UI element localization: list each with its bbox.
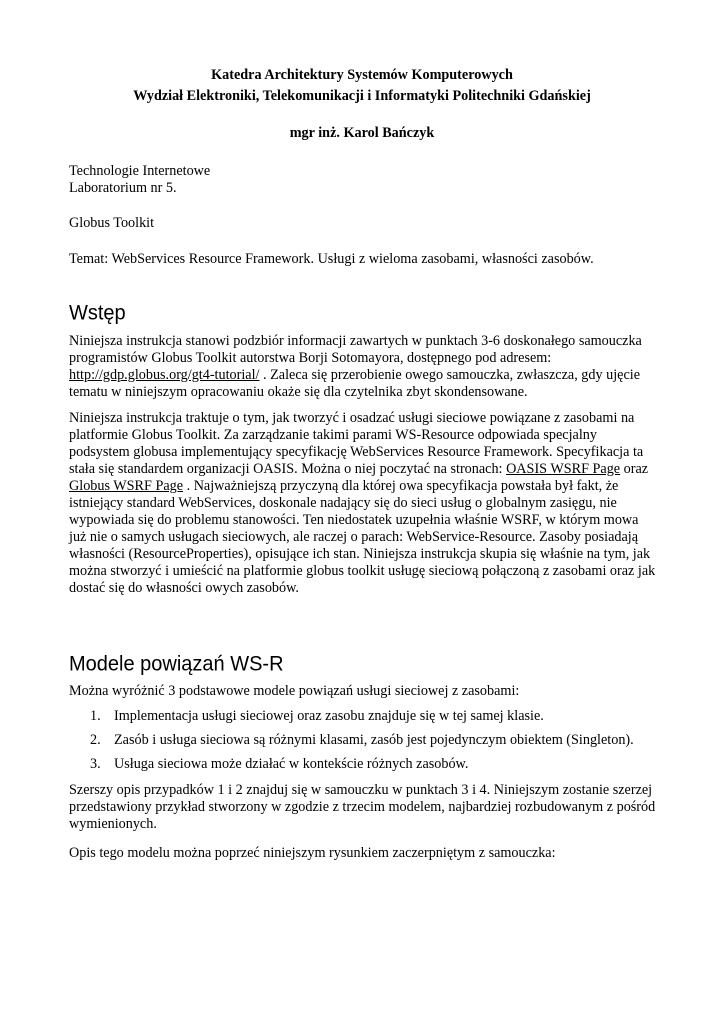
intro-p2-text-a: Niniejsza instrukcja traktuje o tym, jak tworzyć i osadzać usługi sieciowe powiązane z zasobami na platformie Globus Toolkit. Za zarządzanie takimi parami WS-Resource odpowiada specjalny podsystem globusa implementujący specyfikację WebServices Resource Framework. Specyfikacja ta stała się standardem organizacji OASIS. Można o niej poczytać na stronach: [69, 410, 644, 477]
intro-p1-text-b: . Zaleca się przerobienie owego samouczka, zwłaszcza, gdy ujęcie tematu w niniejszym opracowaniu okaże się dla czytelnika zbyt skondensowane. [69, 367, 640, 400]
models-lead: Można wyróżnić 3 podstawowe modele powiązań usługi sieciowej z zasobami: [69, 683, 520, 699]
oasis-wsrf-link[interactable]: OASIS WSRF Page [506, 461, 621, 477]
section-heading-models: Modele powiązań WS-R [69, 652, 284, 676]
intro-paragraph-2 [69, 410, 658, 597]
list-item-text: Usługa sieciowa może działać w kontekście różnych zasobów. [114, 756, 469, 772]
intro-p1-text-a: Niniejsza instrukcja stanowi podzbiór informacji zawartych w punktach 3-6 doskonałego samouczka programistów Globus Toolkit autorstwa Borji Sotomayora, dostępnego pod adresem: [69, 333, 642, 366]
list-item-text: Zasób i usługa sieciowa są różnymi klasami, zasób jest pojedynczym obiektem (Singleton). [114, 732, 634, 748]
list-item [69, 732, 658, 749]
list-item [69, 708, 658, 725]
intro-p2-text-c: . Najważniejszą przyczyną dla której owa specyfikacja powstała był fakt, że istniejący standard WebServices, doskonale nadający się do sieci usług o globalnym zasięgu, nie wypowiada się do problemu stanowości. Ten niedostatek uzupełnia właśnie WSRF, w którym mowa już nie o samych usługach sieciowych, ale raczej o parach: WebService-Resource. Zasoby posiadają własności (ResourceProperties), opisujące ich stan. Niniejsza instrukcja skupia się właśnie na tym, jak można stworzyć i umieścić na platformie globus toolkit usługę sieciową połączoną z zasobami oraz jak dostać się do własności owych zasobów. [69, 478, 656, 596]
globus-wsrf-link[interactable]: Globus WSRF Page [69, 478, 184, 494]
course-name: Technologie Internetowe [69, 163, 211, 179]
list-item-number: 2. [90, 732, 101, 748]
section-heading-intro: Wstęp [69, 301, 126, 325]
course-info [69, 163, 658, 197]
figure-intro-paragraph: Opis tego modelu można poprzeć niniejszym rysunkiem zaczerpniętym z samouczka: [69, 845, 556, 861]
intro-p2-text-b: oraz [620, 461, 649, 477]
lab-number: Laboratorium nr 5. [69, 180, 177, 196]
tutorial-link[interactable]: http://gdp.globus.org/gt4-tutorial/ [69, 367, 260, 383]
toolkit-name: Globus Toolkit [69, 215, 155, 231]
faculty-name: Wydział Elektroniki, Telekomunikacji i Informatyki Politechniki Gdańskiej [133, 88, 591, 104]
list-item [69, 756, 658, 773]
models-list [69, 708, 658, 780]
list-item-text: Implementacja usługi sieciowej oraz zasobu znajduje się w tej samej klasie. [114, 708, 544, 724]
list-item-number: 3. [90, 756, 101, 772]
models-detail-paragraph: Szerszy opis przypadków 1 i 2 znajduj się w samouczku w punktach 3 i 4. Niniejszym zostanie szerzej przedstawiony przykład stworzony w zgodzie z trzecim modelem, najbardziej rozbudowanym z pośród wymienionych. [69, 782, 656, 832]
department-name: Katedra Architektury Systemów Komputerowych [211, 67, 513, 83]
intro-paragraph-1 [69, 333, 658, 401]
topic-line: Temat: WebServices Resource Framework. Usługi z wieloma zasobami, własności zasobów. [69, 251, 594, 267]
list-item-number: 1. [90, 708, 101, 724]
author-name: mgr inż. Karol Bańczyk [289, 125, 435, 141]
